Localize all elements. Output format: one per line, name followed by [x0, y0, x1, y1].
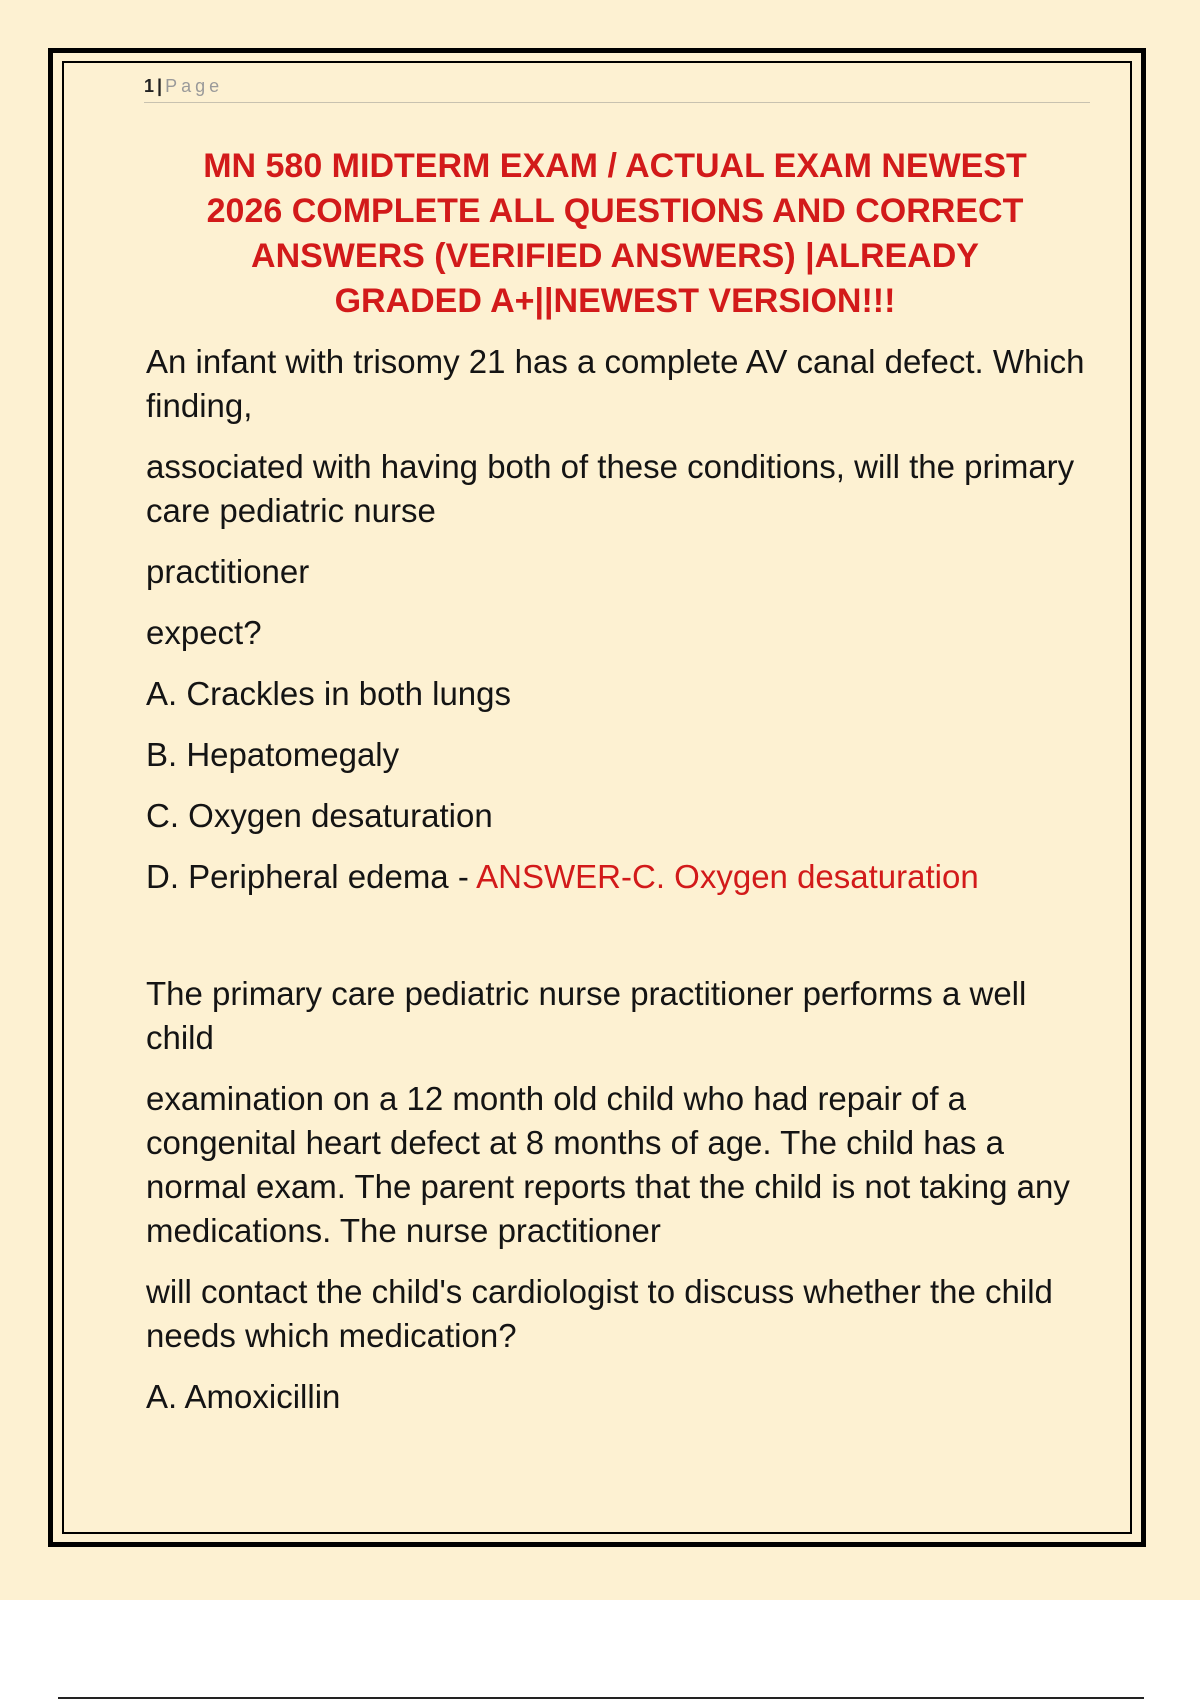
title-line: 2026 COMPLETE ALL QUESTIONS AND CORRECT — [206, 192, 1024, 230]
title-line: ANSWERS (VERIFIED ANSWERS) |ALREADY — [251, 237, 979, 275]
page-header — [144, 76, 1090, 103]
question-text: An infant with trisomy 21 has a complete AV canal defect. Which finding, — [146, 343, 1085, 424]
answer-option: B. Hepatomegaly — [146, 736, 400, 773]
question-spacer — [146, 916, 1096, 972]
page-label: Page — [165, 76, 224, 96]
answer-option-text: D. Peripheral edema - — [146, 858, 477, 895]
title-line: MN 580 MIDTERM EXAM / ACTUAL EXAM NEWEST — [203, 147, 1027, 185]
header-separator: | — [157, 76, 163, 96]
answer-option: C. Oxygen desaturation — [146, 797, 493, 834]
next-page-rule — [58, 1697, 1144, 1699]
answer-option-with-key — [146, 855, 1096, 899]
document-title — [150, 144, 1080, 324]
question-text: The primary care pediatric nurse practitioner performs a well child — [146, 975, 1027, 1056]
question-text: will contact the child's cardiologist to discuss whether the child needs which medication? — [146, 1273, 1053, 1354]
correct-answer: ANSWER-C. Oxygen desaturation — [476, 858, 979, 895]
answer-option: A. Crackles in both lungs — [146, 675, 512, 712]
page-number: 1 — [144, 76, 155, 96]
title-line: GRADED A+||NEWEST VERSION!!! — [334, 282, 896, 320]
question-text: practitioner — [146, 553, 310, 590]
question-text: examination on a 12 month old child who had repair of a congenital heart defect at 8 months of age. The child has a normal exam. The parent reports that the child is not taking any medications. The nurse practitioner — [146, 1080, 1070, 1249]
document-body — [146, 340, 1096, 1436]
question-text: expect? — [146, 614, 262, 651]
answer-option: A. Amoxicillin — [146, 1378, 341, 1415]
question-text: associated with having both of these conditions, will the primary care pediatric nurse — [146, 448, 1075, 529]
